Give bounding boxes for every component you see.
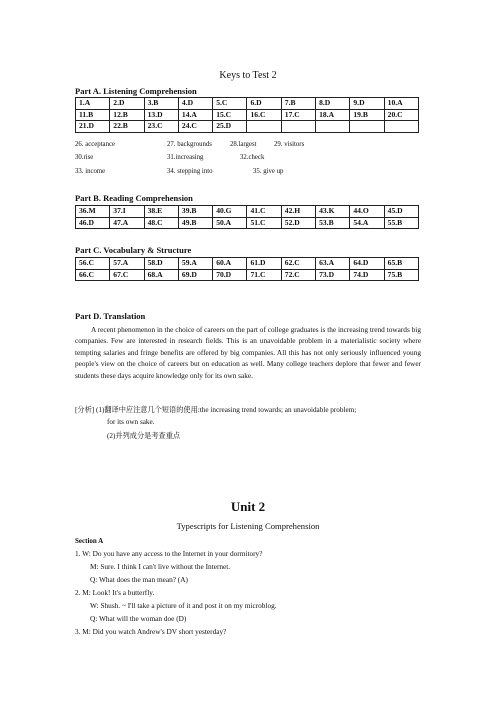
answer-cell: 47.A <box>110 217 144 229</box>
part-d-heading: Part D. Translation <box>75 311 146 321</box>
answer-cell: 1.A <box>76 98 110 110</box>
answer-cell: 9.D <box>350 98 384 110</box>
fill-answers-line-2 <box>75 154 264 161</box>
answer-cell: 38.E <box>144 206 178 218</box>
answer-cell: 59.A <box>178 258 212 270</box>
answer-cell: 39.B <box>178 206 212 218</box>
unit-subtitle: Typescripts for Listening Comprehension <box>176 521 320 531</box>
answer-cell: 41.C <box>247 206 281 218</box>
answer-cell <box>281 121 315 133</box>
answer-cell: 66.C <box>76 269 110 281</box>
answer-cell: 54.A <box>350 217 384 229</box>
part-a-heading: Part A. Listening Comprehension <box>75 86 197 96</box>
answer-cell: 23.C <box>144 121 178 133</box>
section-a-heading: Section A <box>75 537 104 545</box>
answer-cell: 70.D <box>213 269 247 281</box>
translation-paragraph: A recent phenomenon in the choice of careers on the part of college graduates is the increasing trend towards big companies. Few are interested in research fields. This is an unavoidable problem in a materialistic society where tempting salaries and fringe benefits are offered by big companies. All this has not only seriously influenced young people's view on the choice of careers but on education as well. Many college teachers deplore that fewer and fewer students these days acquire knowledge only for its own sake. <box>75 325 421 380</box>
script-line: 2. M: Look! It's a butterfly. <box>75 588 155 597</box>
answer-cell: 5.C <box>213 98 247 110</box>
script-line: Q: What does the man mean? (A) <box>90 575 188 584</box>
answer-cell: 14.A <box>178 109 212 121</box>
fill-answers-line-1 <box>75 141 304 148</box>
answer-cell: 75.B <box>384 269 418 281</box>
answer-cell: 16.C <box>247 109 281 121</box>
answer-cell: 53.B <box>316 217 350 229</box>
answer-cell: 48.C <box>144 217 178 229</box>
part-b-heading: Part B. Reading Comprehension <box>75 193 193 203</box>
answer-cell: 24.C <box>178 121 212 133</box>
answer-cell: 43.K <box>316 206 350 218</box>
answer-cell: 20.C <box>384 109 418 121</box>
fill-answer: 34. stepping into <box>167 168 213 175</box>
answer-cell: 40.G <box>213 206 247 218</box>
answer-cell: 22.B <box>110 121 144 133</box>
analysis-note-1: [分析] (1)翻译中应注意几个短语的使用:the increasing trend towards; an unavoidable problem; <box>75 406 357 414</box>
answer-cell: 68.A <box>144 269 178 281</box>
answer-cell: 3.B <box>144 98 178 110</box>
answer-cell <box>316 121 350 133</box>
answer-cell: 50.A <box>213 217 247 229</box>
answer-cell: 45.D <box>384 206 418 218</box>
answer-cell: 15.C <box>213 109 247 121</box>
answer-cell: 65.B <box>384 258 418 270</box>
answer-cell: 25.D <box>213 121 247 133</box>
answer-cell: 64.D <box>350 258 384 270</box>
fill-answer: 33. income <box>75 168 106 175</box>
page-title: Keys to Test 2 <box>219 70 277 81</box>
answer-cell: 2.D <box>110 98 144 110</box>
answer-row <box>76 258 419 270</box>
answer-cell: 7.B <box>281 98 315 110</box>
unit-title: Unit 2 <box>230 499 266 514</box>
fill-answer: 35. give up <box>253 168 284 175</box>
answer-cell: 74.D <box>350 269 384 281</box>
answer-cell: 55.B <box>384 217 418 229</box>
answer-cell: 46.D <box>76 217 110 229</box>
answer-cell: 49.B <box>178 217 212 229</box>
fill-answer: 28.largest <box>230 141 257 148</box>
answer-cell: 36.M <box>76 206 110 218</box>
fill-answer: 32.check <box>240 154 265 161</box>
answer-row <box>76 217 419 229</box>
answer-cell: 73.D <box>316 269 350 281</box>
answer-cell: 60.A <box>213 258 247 270</box>
answer-cell: 69.D <box>178 269 212 281</box>
answer-cell: 10.A <box>384 98 418 110</box>
fill-answer: 26. acceptance <box>75 141 115 148</box>
answer-cell: 63.A <box>316 258 350 270</box>
answer-cell: 42.H <box>281 206 315 218</box>
answer-cell: 6.D <box>247 98 281 110</box>
answer-cell: 12.B <box>110 109 144 121</box>
answer-cell: 72.C <box>281 269 315 281</box>
answer-cell <box>350 121 384 133</box>
answer-row <box>76 109 419 121</box>
fill-answer: 29. visitors <box>274 141 305 148</box>
answer-cell: 17.C <box>281 109 315 121</box>
analysis-note-2: (2)并列成分是考查重点 <box>107 432 181 440</box>
script-line: 1. W: Do you have any access to the Internet in your dormitory? <box>75 549 263 558</box>
answer-cell: 51.C <box>247 217 281 229</box>
fill-answer: 31.increasing <box>167 154 204 161</box>
fill-answers-line-3 <box>75 168 283 175</box>
answer-cell: 52.D <box>281 217 315 229</box>
answer-cell: 21.D <box>76 121 110 133</box>
part-b-answer-table <box>75 205 419 229</box>
fill-answer: 30.rise <box>75 154 94 161</box>
answer-row <box>76 121 419 133</box>
script-line: M: Sure. I think I can't live without the Internet. <box>90 562 231 571</box>
answer-row <box>76 206 419 218</box>
answer-cell: 71.C <box>247 269 281 281</box>
fill-answer: 27. backgrounds <box>167 141 212 148</box>
answer-cell: 13.D <box>144 109 178 121</box>
answer-cell <box>247 121 281 133</box>
answer-cell: 8.D <box>316 98 350 110</box>
answer-cell: 58.D <box>144 258 178 270</box>
answer-cell: 4.D <box>178 98 212 110</box>
answer-row <box>76 269 419 281</box>
part-c-answer-table <box>75 257 419 281</box>
answer-cell: 56.C <box>76 258 110 270</box>
answer-cell: 11.B <box>76 109 110 121</box>
answer-cell: 44.O <box>350 206 384 218</box>
script-line: 3. M: Did you watch Andrew's DV short yesterday? <box>75 627 227 636</box>
part-a-answer-table <box>75 97 419 133</box>
answer-cell: 57.A <box>110 258 144 270</box>
answer-cell: 67.C <box>110 269 144 281</box>
answer-cell: 18.A <box>316 109 350 121</box>
answer-cell: 62.C <box>281 258 315 270</box>
analysis-note-1-continued: for its own sake. <box>107 418 155 426</box>
script-line: Q: What will the woman doe (D) <box>90 614 187 623</box>
answer-cell <box>384 121 418 133</box>
part-c-heading: Part C. Vocabulary & Structure <box>75 245 192 255</box>
answer-cell: 61.D <box>247 258 281 270</box>
answer-cell: 19.B <box>350 109 384 121</box>
answer-row <box>76 98 419 110</box>
script-line: W: Shush. ~ I'll take a picture of it and post it on my microblog. <box>90 601 277 610</box>
answer-cell: 37.I <box>110 206 144 218</box>
